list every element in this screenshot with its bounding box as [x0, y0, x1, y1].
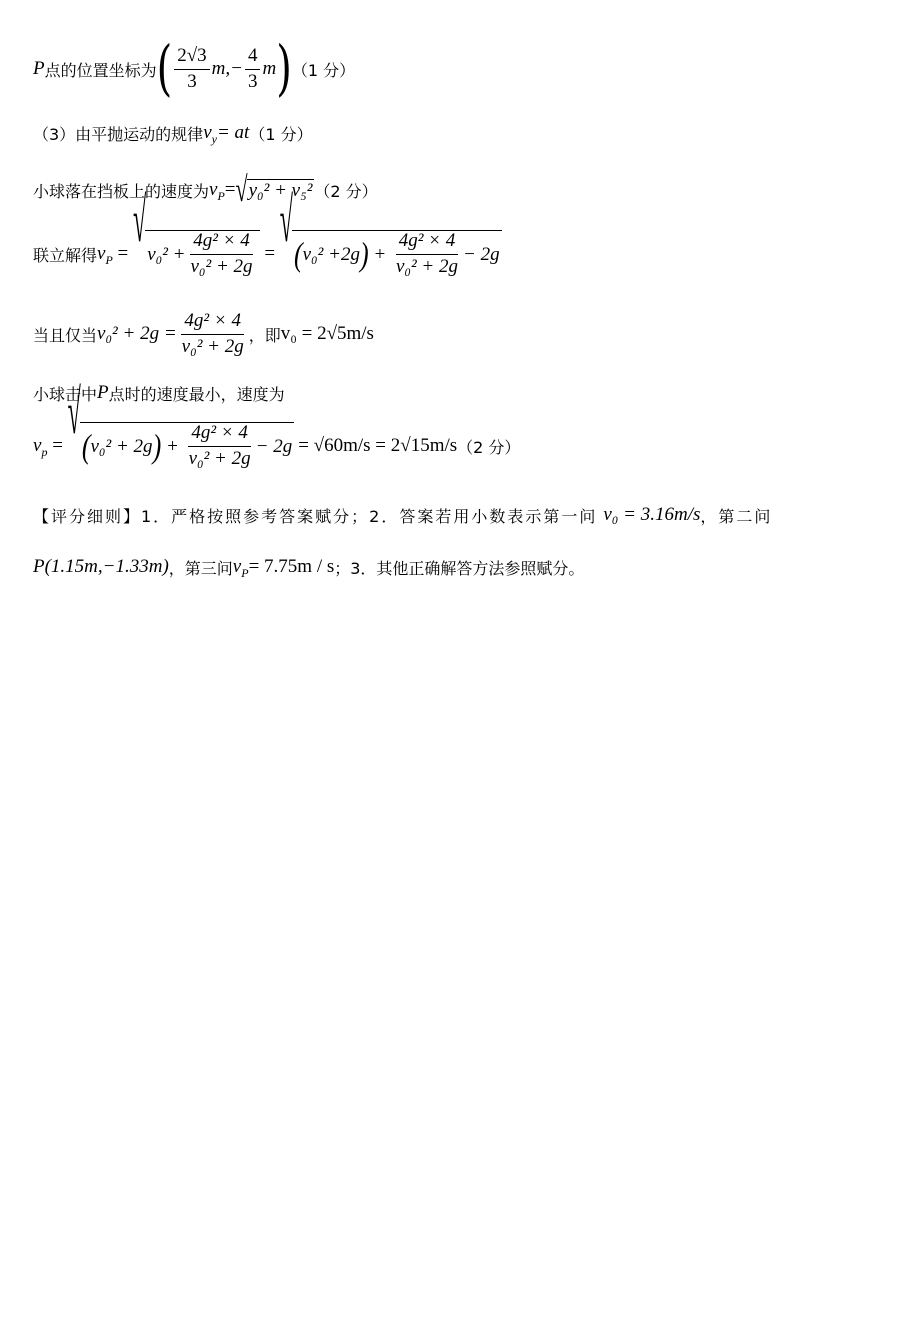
frac-y-num: 4	[245, 46, 261, 70]
frac-final-num: 4g² × 4	[188, 423, 251, 447]
vp-symbol-2: $v_P$	[97, 243, 113, 267]
term-v0-plus: v₀² +	[147, 243, 186, 265]
frac-cond-den: v₀² + 2g	[181, 335, 244, 357]
fraction-combined-2	[393, 231, 461, 278]
eq-sign: =	[224, 179, 236, 200]
sqrt-speed: √ y₀² + v₅²	[235, 168, 313, 209]
frac-x-den: 3	[187, 70, 197, 92]
score-2: （1 分）	[249, 124, 313, 144]
rules-part-1: 【评分细则】1．严格按照参考答案赋分；2．答案若用小数表示第一问	[33, 506, 598, 526]
fraction-y	[245, 46, 261, 93]
rules-line-1	[33, 500, 772, 530]
condition-line	[33, 306, 374, 362]
sqrt-combined-1: √ v₀² + $\frac{\text{4g² × 4}}{\text{v₀² + 2g}}$	[133, 230, 260, 278]
vp-symbol: $v_P$	[209, 179, 225, 203]
speed-line	[33, 168, 378, 209]
term-2g: 2g	[340, 243, 360, 265]
frac-y-den: 3	[247, 70, 258, 92]
rules-line-2	[33, 552, 584, 582]
frac-c2-den: v₀² + 2g	[395, 256, 458, 277]
frac-cond-num: 4g² × 4	[181, 311, 244, 335]
sqrt-final: √ ( v₀² + 2g ) + $\frac{\text{4g² × 4}}{\text{v₀² + 2g}}$ − 2g	[67, 381, 293, 469]
vy-rhs: = at	[216, 122, 250, 143]
final-result: = √60m/s = 2√15m/s	[298, 435, 458, 456]
speed-label: 小球落在挡板上的速度为	[33, 181, 210, 201]
projectile-line	[33, 118, 313, 148]
coordinate-label: 点的位置坐标为	[44, 60, 157, 80]
rules-p-coord: P(1.15m,−1.33m)	[33, 556, 169, 577]
fraction-condition	[179, 311, 247, 358]
frac-x-num: 2√3	[174, 46, 209, 70]
min-speed-label-1: 小球击中	[33, 384, 98, 404]
rules-v0: v₀ = 3.16m/s	[603, 504, 701, 525]
point-p-2: P	[97, 382, 109, 403]
min-speed-label-2: 点时的速度最小，速度为	[108, 384, 285, 404]
vp-symbol-3: $v_p$	[33, 435, 48, 459]
projectile-label: （3）由平抛运动的规律	[33, 124, 204, 144]
condition-lhs: v₀² + 2g =	[97, 323, 177, 344]
final-minus: − 2g	[255, 435, 293, 457]
score-4: （2 分）	[457, 437, 521, 457]
minus-2g: − 2g	[463, 243, 500, 265]
sqrt-combined-2: √ ( v₀² + 2g ) + $\frac{\text{4g² × 4}}{\text{v₀² + 2g}}$ − 2g	[279, 189, 500, 277]
rules-vp-val: = 7.75m / s	[248, 556, 335, 577]
unit-m-1: m,−	[211, 58, 243, 79]
fraction-x	[174, 46, 209, 93]
combined-line: 联立解得 $v_P$ = √ v₀² + $\frac{\text{4g² × 4}}{\text{v₀² + 2g}}$ = √ ( v₀² + 2g ) + $\frac{\text{4g² × 4}}{\text{v₀² + 2g}}$ − 2g	[33, 189, 500, 277]
condition-comma: ，即	[248, 325, 281, 345]
frac-final-den: v₀² + 2g	[188, 448, 251, 469]
coordinate-line	[33, 36, 355, 102]
condition-label: 当且仅当	[33, 325, 98, 345]
rules-part-3: ，第三问	[168, 558, 233, 578]
term-v0: v₀² +	[302, 243, 341, 265]
final-inner: v₀² + 2g	[90, 435, 153, 457]
frac-c1-den: v₀² + 2g	[190, 256, 253, 277]
point-p: P	[33, 58, 45, 79]
right-paren: )	[276, 34, 292, 104]
fraction-combined-1	[188, 231, 256, 278]
rules-part-4: ；3．其他正确解答方法参照赋分。	[334, 558, 585, 578]
speed-radicand: y₀² + v₅²	[248, 179, 313, 201]
frac-c1-num: 4g² × 4	[190, 231, 253, 255]
final-speed-line: $v_p$ = √ ( v₀² + 2g ) + $\frac{\text{4g² × 4}}{\text{v₀² + 2g}}$ − 2g = √60m/s = 2√15m/s （2 分）	[33, 381, 521, 469]
left-paren: (	[156, 34, 173, 104]
rules-vp: $v_P$	[232, 556, 249, 580]
combined-label: 联立解得	[33, 245, 98, 265]
unit-m-2: m	[262, 58, 277, 79]
v0-result: v₀ = 2√5m/s	[280, 323, 374, 344]
score-3: （2 分）	[314, 181, 378, 201]
frac-c2-num: 4g² × 4	[396, 231, 459, 255]
score-1: （1 分）	[291, 60, 356, 80]
vy-symbol: $v_y$	[203, 122, 217, 146]
rules-part-2: ，第二问	[700, 506, 773, 526]
fraction-final	[186, 423, 254, 470]
